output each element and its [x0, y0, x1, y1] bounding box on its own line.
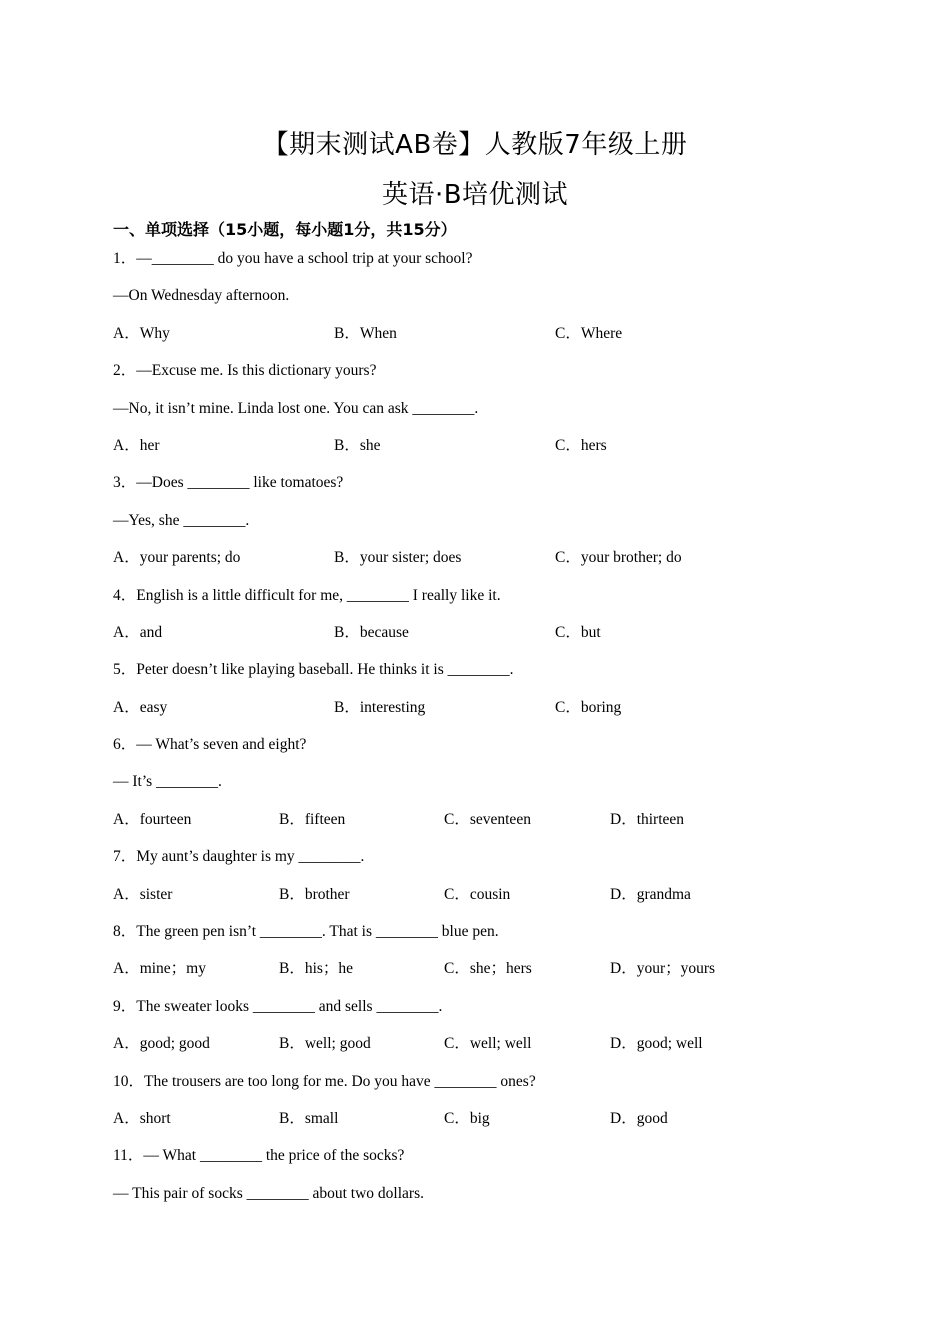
options-row — [113, 958, 873, 995]
question-stem: 9．The sweater looks ________ and sells ________. — [113, 997, 443, 1015]
question-stem: 7．My aunt’s daughter is my ________. — [113, 848, 365, 866]
options-row — [113, 809, 873, 846]
question-response: —No, it isn’t mine. Linda lost one. You can ask ________. — [113, 399, 479, 417]
option-b: B．interesting — [334, 698, 426, 716]
option-b: B．brother — [279, 885, 350, 903]
options-row — [113, 1033, 873, 1070]
question-7 — [113, 846, 873, 921]
option-b: B．well; good — [279, 1035, 371, 1053]
question-stem: 4．English is a little difficult for me, ________ I really like it. — [113, 586, 501, 604]
option-a: A．her — [113, 436, 160, 454]
options-row — [113, 697, 873, 734]
question-stem: 1．—________ do you have a school trip at your school? — [113, 250, 473, 267]
option-c: C．cousin — [444, 885, 511, 903]
question-1 — [113, 248, 873, 360]
options-row — [113, 1108, 873, 1145]
document-title: 【期末测试AB卷】人教版7年级上册 — [262, 130, 688, 160]
question-response: —Yes, she ________. — [113, 511, 250, 529]
option-c: C．she；hers — [444, 960, 532, 978]
question-stem: 2．—Excuse me. Is this dictionary yours? — [113, 362, 377, 380]
option-d: D．good; well — [610, 1035, 703, 1053]
option-b: B．because — [334, 623, 409, 641]
document-subtitle: 英语·B培优测试 — [381, 180, 569, 210]
option-c: C．seventeen — [444, 810, 531, 828]
option-c: C．hers — [555, 436, 607, 454]
question-stem: 10．The trousers are too long for me. Do you have ________ ones? — [113, 1072, 536, 1090]
option-c: C．Where — [555, 324, 623, 342]
question-8 — [113, 921, 873, 996]
question-list — [113, 248, 873, 1220]
options-row — [113, 435, 873, 472]
option-b: B．When — [334, 324, 397, 342]
option-a: A．good; good — [113, 1035, 210, 1053]
option-a: A．short — [113, 1109, 171, 1127]
option-a: A．easy — [113, 698, 168, 716]
question-stem: 5．Peter doesn’t like playing baseball. He thinks it is ________. — [113, 661, 514, 679]
question-response: —On Wednesday afternoon. — [113, 287, 290, 305]
option-a: A．mine；my — [113, 960, 206, 978]
question-10 — [113, 1071, 873, 1146]
question-stem: 8．The green pen isn’t ________. That is ________ blue pen. — [113, 923, 499, 941]
option-c: C．your brother; do — [555, 549, 682, 567]
question-11 — [113, 1145, 873, 1220]
question-stem: 6．— What’s seven and eight? — [113, 736, 307, 754]
section-heading: 一、单项选择（15小题，每小题1分，共15分） — [113, 220, 457, 239]
question-3 — [113, 472, 873, 584]
option-d: D．good — [610, 1109, 668, 1127]
option-c: C．boring — [555, 698, 622, 716]
question-2 — [113, 360, 873, 472]
question-stem: 11．— What ________ the price of the socks? — [113, 1147, 405, 1165]
option-c: C．but — [555, 623, 601, 641]
option-c: C．well; well — [444, 1035, 532, 1053]
question-6 — [113, 734, 873, 846]
options-row — [113, 622, 873, 659]
option-b: B．small — [279, 1109, 339, 1127]
option-a: A．fourteen — [113, 810, 192, 828]
options-row — [113, 323, 873, 360]
options-row — [113, 547, 873, 584]
option-b: B．his；he — [279, 960, 354, 978]
option-b: B．fifteen — [279, 810, 346, 828]
question-4 — [113, 585, 873, 660]
option-d: D．thirteen — [610, 810, 685, 828]
options-row — [113, 884, 873, 921]
question-stem: 3．—Does ________ like tomatoes? — [113, 474, 344, 492]
option-a: A．sister — [113, 885, 173, 903]
option-b: B．your sister; does — [334, 549, 462, 567]
question-5 — [113, 659, 873, 734]
option-d: D．your；yours — [610, 960, 716, 978]
option-a: A．and — [113, 623, 163, 641]
option-a: A．your parents; do — [113, 549, 241, 567]
option-c: C．big — [444, 1109, 490, 1127]
question-9 — [113, 996, 873, 1071]
option-b: B．she — [334, 436, 381, 454]
option-a: A．Why — [113, 324, 170, 342]
option-d: D．grandma — [610, 885, 691, 903]
question-response: — It’s ________. — [113, 773, 222, 791]
question-response: — This pair of socks ________ about two dollars. — [113, 1184, 424, 1202]
